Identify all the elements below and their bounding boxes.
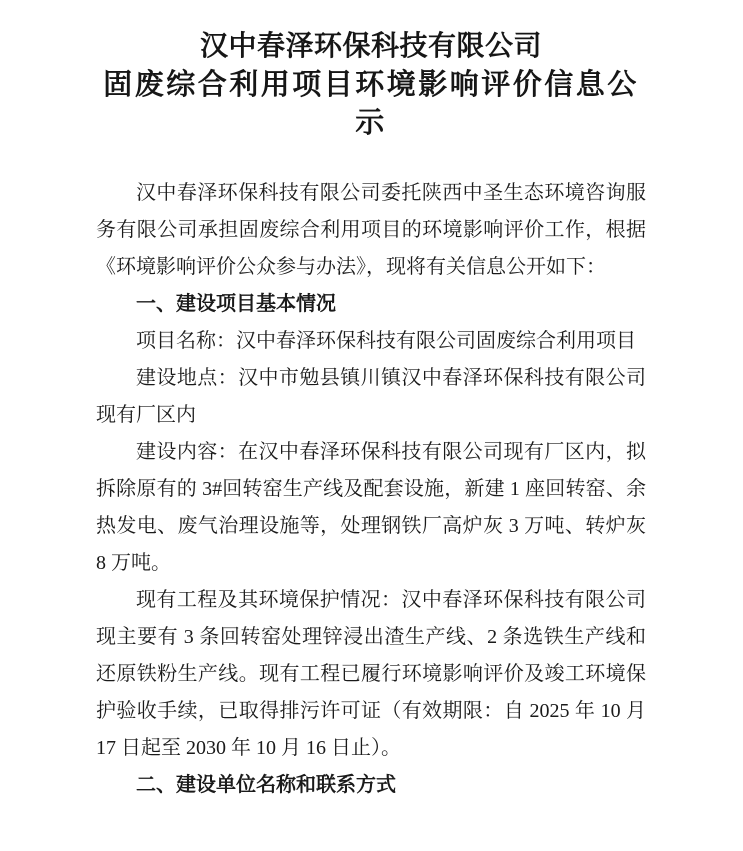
document-title-line1: 汉中春泽环保科技有限公司 [199,31,542,62]
section-heading-contact-info: 二、建设单位名称和联系方式 [136,774,396,796]
paragraph-construction-content: 建设内容：在汉中春泽环保科技有限公司现有厂区内，拟拆除原有的 3#回转窑生产线及配套设施，新建 1 座回转窑、余热发电、废气治理设施等，处理钢铁厂高炉灰 3 万吨、转炉灰 8 万吨。 [96,441,646,574]
paragraph-project-name: 项目名称：汉中春泽环保科技有限公司固废综合利用项目 [136,330,636,352]
document-title [96,28,646,142]
document-body [96,175,646,804]
paragraph-intro: 汉中春泽环保科技有限公司委托陕西中圣生态环境咨询服务有限公司承担固废综合利用项目的环境影响评价工作，根据《环境影响评价公众参与办法》，现将有关信息公开如下： [96,182,646,278]
paragraph-existing-project-status: 现有工程及其环境保护情况：汉中春泽环保科技有限公司现主要有 3 条回转窑处理锌浸出渣生产线、2 条选铁生产线和还原铁粉生产线。现有工程已履行环境影响评价及竣工环境保护验收手续，已取得排污许可证（有效期限：自 2025 年 10 月 17 日起至 2030 年 10 月 16 日止）。 [96,589,646,759]
section-heading-project-basics: 一、建设项目基本情况 [136,293,336,315]
document-title-line2: 固废综合利用项目环境影响评价信息公示 [103,69,639,139]
paragraph-construction-location: 建设地点：汉中市勉县镇川镇汉中春泽环保科技有限公司现有厂区内 [96,367,646,426]
